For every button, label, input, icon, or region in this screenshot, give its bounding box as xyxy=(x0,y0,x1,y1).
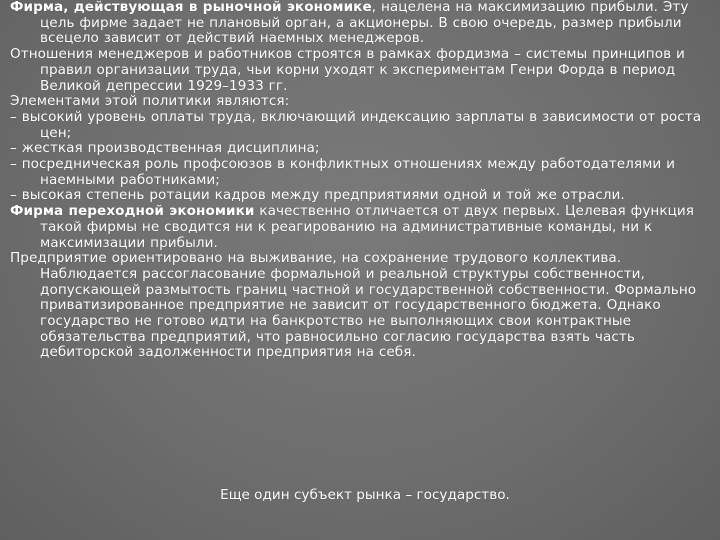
list-item-text: – высокий уровень оплаты труда, включающий индексацию зарплаты в зависимости от роста цен; xyxy=(10,108,702,141)
paragraph-text: Элементами этой политики являются: xyxy=(10,93,290,110)
list-item-text: – жесткая производственная дисциплина; xyxy=(10,140,320,157)
closing-statement: Еще один субъект рынка – государство. xyxy=(220,487,510,503)
list-item-discipline xyxy=(10,141,708,157)
paragraph-text: Отношения менеджеров и работников строятся в рамках фордизма – системы принципов и правил организации труда, чьи корни уходят к экспериментам Генри Форда в период Великой депрессии 1929–1933 гг. xyxy=(10,46,685,94)
list-item-unions xyxy=(10,157,708,188)
paragraph-policy-elements xyxy=(10,94,708,110)
paragraph-market-firm xyxy=(10,0,708,47)
body-text xyxy=(10,0,708,361)
list-item-rotation xyxy=(10,188,708,204)
paragraph-text: качественно отличается от двух первых. Целевая функция такой фирмы не сводится ни к реагированию на административные команды, ни к максимизации прибыли. xyxy=(40,203,695,251)
paragraph-text: Предприятие ориентировано на выживание, на сохранение трудового коллектива. Наблюдается рассогласование формальной и реальной структуры собственности, допускающей размытость границ частной и государственной собственности. Формально приватизированное предприятие не зависит от государственного бюджета. Однако государство не готово идти на банкротство не выполняющих свои контрактные обязательства предприятий, что равносильно согласию государства взять часть дебиторской задолженности предприятия на себя. xyxy=(10,250,697,361)
bold-term-transition-firm: Фирма переходной экономики xyxy=(10,203,255,220)
paragraph-enterprise-survival xyxy=(10,251,708,361)
paragraph-text: , нацелена на максимизацию прибыли. Эту цель фирме задает не плановый орган, а акционеры. В свою очередь, размер прибыли всецело зависит от действий наемных менеджеров. xyxy=(40,0,689,47)
paragraph-fordism xyxy=(10,47,708,94)
paragraph-transition-firm xyxy=(10,204,708,251)
list-item-text: – посредническая роль профсоюзов в конфликтных отношениях между работодателями и наемными работниками; xyxy=(10,156,676,188)
list-item-wages xyxy=(10,110,708,141)
list-item-text: – высокая степень ротации кадров между предприятиями одной и той же отрасли. xyxy=(10,187,625,204)
bold-term-market-firm: Фирма, действующая в рыночной экономике xyxy=(10,0,372,15)
